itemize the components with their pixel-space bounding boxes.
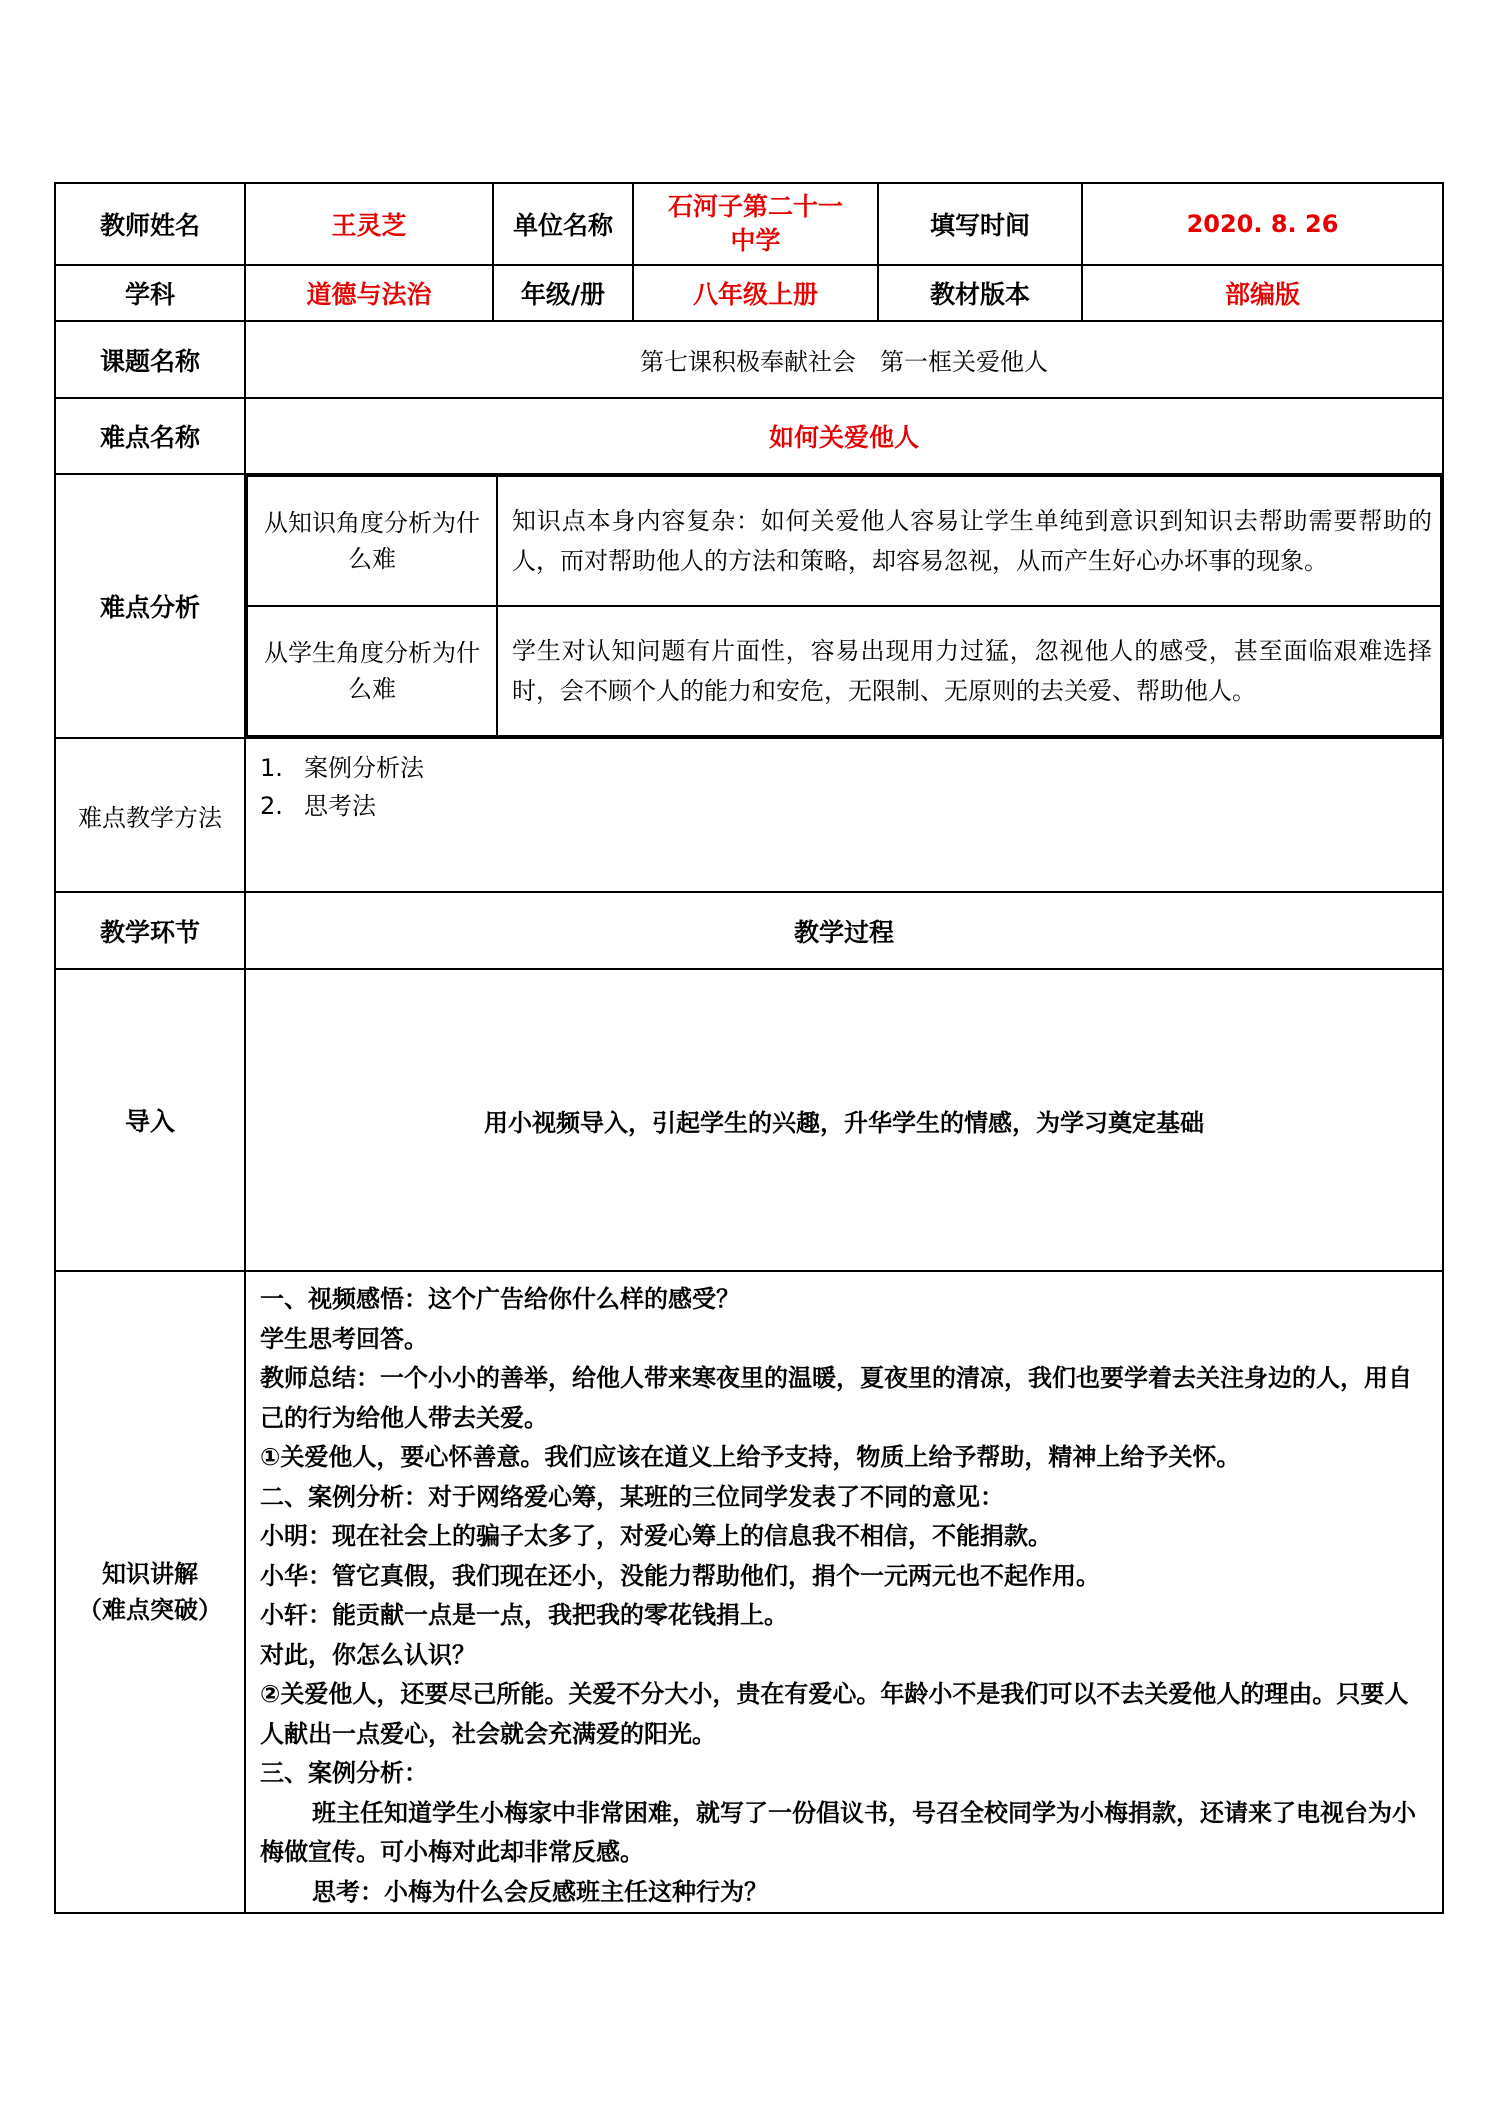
knowledge-line: 学生思考回答。	[260, 1324, 428, 1353]
subject-label: 学科	[55, 265, 245, 321]
header-row-1	[55, 183, 1443, 265]
analysis-student-text: 学生对认知问题有片面性，容易出现用力过猛，忽视他人的感受，甚至面临艰难选择时，会不顾个人的能力和安危，无限制、无原则的去关爱、帮助他人。	[497, 606, 1441, 736]
difficulty-label: 难点名称	[55, 398, 245, 474]
knowledge-line: 一、视频感悟：这个广告给你什么样的感受？	[260, 1285, 740, 1313]
list-item: 2. 思考法	[260, 792, 376, 820]
edition-value: 部编版	[1082, 265, 1443, 321]
analysis-knowledge-row	[247, 476, 1441, 606]
fill-date-value: 2020. 8. 26	[1082, 183, 1443, 265]
knowledge-line: 三、案例分析：	[260, 1759, 428, 1787]
knowledge-line: 对此，你怎么认识？	[260, 1640, 476, 1669]
knowledge-content	[245, 1271, 1443, 1913]
intro-row	[55, 969, 1443, 1271]
knowledge-label-line1: 知识讲解	[102, 1560, 198, 1588]
knowledge-line: ②关爱他人，还要尽己所能。关爱不分大小，贵在有爱心。年龄小不是我们可以不去关爱他人的理由。只要人人献出一点爱心，社会就会充满爱的阳光。	[260, 1680, 1409, 1748]
intro-text: 用小视频导入，引起学生的兴趣，升华学生的情感，为学习奠定基础	[245, 969, 1443, 1271]
topic-value: 第七课积极奉献社会 第一框关爱他人	[245, 321, 1443, 398]
process-label: 教学过程	[245, 892, 1443, 969]
process-header-row	[55, 892, 1443, 969]
topic-row	[55, 321, 1443, 398]
knowledge-line: 小轩：能贡献一点是一点，我把我的零花钱捐上。	[260, 1601, 788, 1629]
methods-row	[55, 738, 1443, 892]
knowledge-line: 小明：现在社会上的骗子太多了，对爱心筹上的信息我不相信，不能捐款。	[260, 1522, 1052, 1550]
analysis-row	[55, 474, 1443, 738]
stage-label: 教学环节	[55, 892, 245, 969]
analysis-table	[246, 475, 1442, 737]
difficulty-value: 如何关爱他人	[245, 398, 1443, 474]
header-row-2	[55, 265, 1443, 321]
methods-label: 难点教学方法	[55, 738, 245, 892]
knowledge-label	[55, 1271, 245, 1913]
knowledge-line: 教师总结：一个小小的善举，给他人带来寒夜里的温暖，夏夜里的清凉，我们也要学着去关注身边的人，用自己的行为给他人带去关爱。	[260, 1364, 1412, 1432]
lesson-plan-table	[54, 182, 1444, 1914]
knowledge-label-line2: （难点突破）	[78, 1596, 222, 1624]
grade-value: 八年级上册	[633, 265, 878, 321]
teacher-name-label: 教师姓名	[55, 183, 245, 265]
unit-name-label: 单位名称	[493, 183, 633, 265]
grade-label: 年级/册	[493, 265, 633, 321]
analysis-student-aspect: 从学生角度分析为什么难	[247, 606, 497, 736]
knowledge-line: ①关爱他人，要心怀善意。我们应该在道义上给予支持，物质上给予帮助，精神上给予关怀。	[260, 1443, 1241, 1471]
teacher-name-value: 王灵芝	[245, 183, 493, 265]
knowledge-line: 二、案例分析：对于网络爱心筹，某班的三位同学发表了不同的意见：	[260, 1482, 1004, 1511]
list-item: 1. 案例分析法	[260, 754, 424, 782]
topic-label: 课题名称	[55, 321, 245, 398]
methods-list	[245, 738, 1443, 892]
subject-value: 道德与法治	[245, 265, 493, 321]
knowledge-line: 班主任知道学生小梅家中非常困难，就写了一份倡议书，号召全校同学为小梅捐款，还请来了电视台为小梅做宣传。可小梅对此却非常反感。	[260, 1798, 1416, 1866]
analysis-knowledge-aspect: 从知识角度分析为什么难	[247, 476, 497, 606]
edition-label: 教材版本	[878, 265, 1082, 321]
knowledge-line: 小华：管它真假，我们现在还小，没能力帮助他们，捐个一元两元也不起作用。	[260, 1561, 1100, 1590]
unit-name-value: 石河子第二十一中学	[633, 183, 878, 265]
knowledge-row	[55, 1271, 1443, 1913]
analysis-student-row	[247, 606, 1441, 736]
fill-date-label: 填写时间	[878, 183, 1082, 265]
analysis-label: 难点分析	[55, 474, 245, 738]
analysis-knowledge-text: 知识点本身内容复杂：如何关爱他人容易让学生单纯到意识到知识去帮助需要帮助的人，而对帮助他人的方法和策略，却容易忽视，从而产生好心办坏事的现象。	[497, 476, 1441, 606]
difficulty-row	[55, 398, 1443, 474]
knowledge-line: 思考：小梅为什么会反感班主任这种行为？	[312, 1877, 768, 1906]
intro-label: 导入	[55, 969, 245, 1271]
